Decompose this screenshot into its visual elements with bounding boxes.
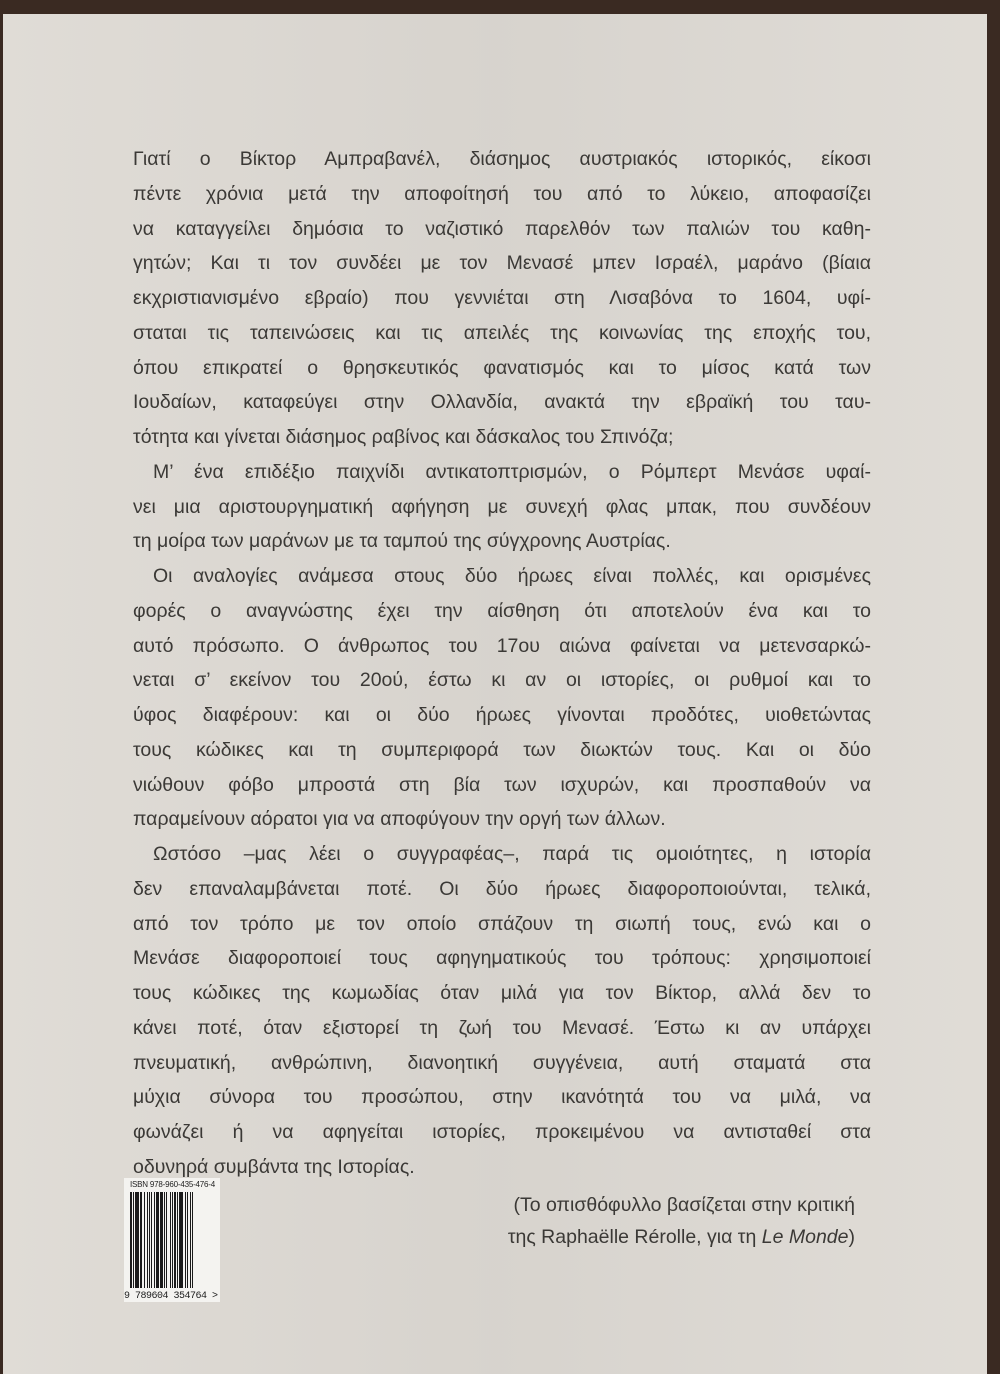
text-line: φωνάζει ή να αφηγείται ιστορίες, προκειμένου να αντισταθεί στα: [133, 1121, 871, 1143]
text-line: όπου επικρατεί ο θρησκευτικός φανατισμός και το μίσος κατά των: [133, 356, 871, 379]
text-line: οδυνηρά συμβάντα της Ιστορίας.: [133, 1155, 415, 1178]
text-line: τους κώδικες και τη συμπεριφορά των διωκτών τους. Και οι δύο: [133, 738, 871, 761]
ean-digits: 9 789604 354764 >: [124, 1291, 218, 1302]
text-line: Οι αναλογίες ανάμεσα στους δύο ήρωες είναι πολλές, και ορισμένες: [153, 565, 871, 587]
text-line: σταται τις ταπεινώσεις και τις απειλές της κοινωνίας της εποχής του,: [133, 321, 871, 344]
isbn-label: ISBN 978-960-435-476-4: [130, 1180, 215, 1189]
publication-name: Le Monde: [761, 1226, 849, 1248]
text-line: παραμείνουν αόρατοι για να αποφύγουν την οργή των άλλων.: [133, 808, 666, 831]
text-line: Μ’ ένα επιδέξιο παιχνίδι αντικατοπτρισμών, ο Ρόμπερτ Μενάσε υφαί-: [153, 460, 871, 483]
book-back-cover: [3, 14, 987, 1374]
text-line: γητών; Και τι τον συνδέει με τον Μενασέ μπεν Ισραέλ, μαράνο (βίαια: [133, 252, 871, 275]
credit-close: ): [848, 1226, 855, 1248]
blurb-text: [133, 142, 871, 1185]
text-line: ύφος διαφέρουν: και οι δύο ήρωες γίνονται προδότες, υιοθετώντας: [133, 704, 871, 726]
text-line: εκχριστιανισμένο εβραίο) που γεννιέται στη Λισαβόνα το 1604, υφί-: [133, 287, 871, 309]
credit-line-2: [508, 1221, 855, 1253]
text-line: νεται σ’ εκείνον του 20ού, έστω κι αν οι ιστορίες, οι ρυθμοί και το: [133, 669, 871, 692]
text-line: πνευματική, ανθρώπινη, διανοητική συγγένεια, αυτή σταματά στα: [133, 1051, 871, 1074]
text-line: τότητα και γίνεται διάσημος ραβίνος και δάσκαλος του Σπινόζα;: [133, 426, 674, 448]
text-line: τη μοίρα των μαράνων με τα ταμπού της σύγχρονης Αυστρίας.: [133, 530, 671, 553]
text-line: μύχια σύνορα του προσώπου, στην ικανότητά του να μιλά, να: [133, 1086, 871, 1109]
review-credit: [508, 1189, 855, 1253]
credit-line-1: (Το οπισθόφυλλο βασίζεται στην κριτική: [513, 1194, 855, 1216]
text-line: Μενάσε διαφοροποιεί τους αφηγηματικούς του τρόπους: χρησιμοποιεί: [133, 947, 871, 970]
text-line: κάνει ποτέ, όταν εξιστορεί τη ζωή του Μενασέ. Έστω κι αν υπάρχει: [133, 1016, 871, 1039]
credit-text: της Raphaëlle Rérolle, για τη: [507, 1226, 762, 1248]
text-line: δεν επαναλαμβάνεται ποτέ. Οι δύο ήρωες διαφοροποιούνται, τελικά,: [133, 877, 871, 900]
text-line: από τον τρόπο με τον οποίο σπάζουν τη σιωπή τους, ενώ και ο: [133, 912, 871, 935]
isbn-barcode: [124, 1178, 220, 1302]
text-line: να καταγγείλει δημόσια το ναζιστικό παρελθόν των παλιών του καθη-: [133, 217, 871, 240]
text-line: Ωστόσο –μας λέει ο συγγραφέας–, παρά τις ομοιότητες, η ιστορία: [153, 843, 871, 865]
text-line: Γιατί ο Βίκτορ Αμπραβανέλ, διάσημος αυστριακός ιστορικός, είκοσι: [133, 148, 871, 170]
text-line: νιώθουν φόβο μπροστά στη βία των ισχυρών, και προσπαθούν να: [133, 773, 871, 796]
barcode-bar: [193, 1192, 194, 1288]
text-line: τους κώδικες της κωμωδίας όταν μιλά για τον Βίκτορ, αλλά δεν το: [133, 982, 871, 1004]
text-line: πέντε χρόνια μετά την αποφοίτησή του από το λύκειο, αποφασίζει: [133, 182, 871, 205]
text-line: Ιουδαίων, καταφεύγει στην Ολλανδία, ανακτά την εβραϊκή του ταυ-: [133, 391, 871, 414]
text-line: αυτό πρόσωπο. Ο άνθρωπος του 17ου αιώνα φαίνεται να μετενσαρκώ-: [133, 634, 871, 657]
barcode-bars: [130, 1192, 214, 1288]
text-line: φορές ο αναγνώστης έχει την αίσθηση ότι αποτελούν ένα και το: [133, 599, 871, 622]
text-line: νει μια αριστουργηματική αφήγηση με συνεχή φλας μπακ, που συνδέουν: [133, 495, 871, 518]
